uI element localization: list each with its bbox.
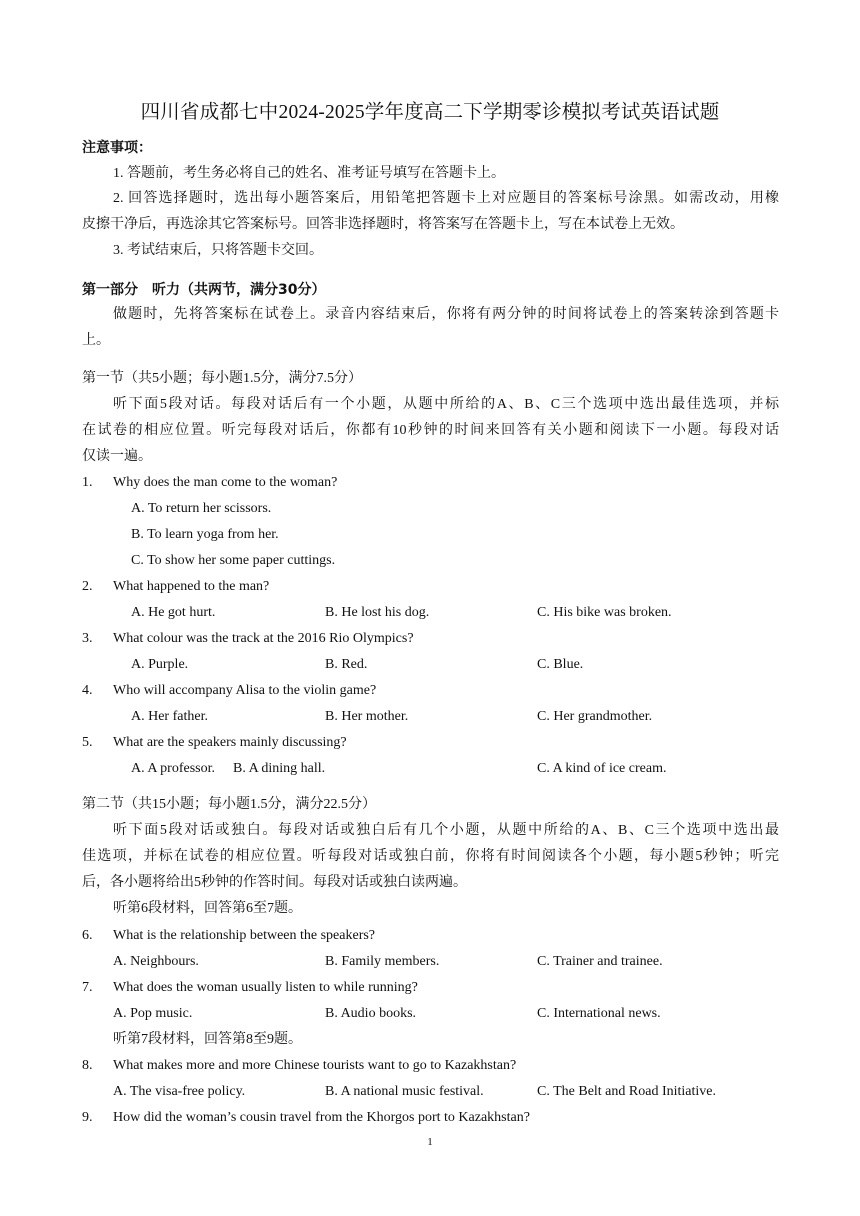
question-number: 1. bbox=[82, 475, 93, 490]
option-a: A. He got hurt. bbox=[131, 605, 216, 620]
part1-intro-2: 上。 bbox=[82, 333, 110, 348]
question-text: Why does the man come to the woman? bbox=[113, 475, 338, 490]
option-a: A. A professor. bbox=[131, 761, 215, 776]
question-number: 5. bbox=[82, 735, 93, 750]
option-a: A. To return her scissors. bbox=[131, 501, 272, 516]
question-number: 4. bbox=[82, 683, 93, 698]
notice-item-1: 1. 答题前，考生务必将自己的姓名、准考证号填写在答题卡上。 bbox=[113, 166, 505, 181]
option-a: A. The visa-free policy. bbox=[113, 1084, 246, 1099]
part1-heading: 第一部分 听力（共两节，满分30分） bbox=[82, 282, 326, 298]
section1-heading: 第一节（共5小题；每小题1.5分，满分7.5分） bbox=[82, 371, 362, 386]
question-text: What does the woman usually listen to while running? bbox=[113, 980, 418, 995]
question-text: What colour was the track at the 2016 Rio Olympics? bbox=[113, 631, 414, 646]
option-c: C. To show her some paper cuttings. bbox=[131, 553, 336, 568]
option-b: B. Family members. bbox=[325, 954, 440, 969]
question-number: 8. bbox=[82, 1058, 93, 1073]
option-a: A. Neighbours. bbox=[113, 954, 199, 969]
page-number: 1 bbox=[427, 1136, 433, 1148]
option-c: C. His bike was broken. bbox=[537, 605, 672, 620]
question-number: 3. bbox=[82, 631, 93, 646]
section1-intro-2: 在试卷的相应位置。听完每段对话后，你都有10秒钟的时间来回答有关小题和阅读下一小题。每段对话 bbox=[82, 423, 779, 438]
option-c: C. A kind of ice cream. bbox=[537, 761, 667, 776]
section1-intro-1: 听下面5段对话。每段对话后有一个小题，从题中所给的A、B、C三个选项中选出最佳选项，并标 bbox=[113, 397, 779, 412]
option-c: C. International news. bbox=[537, 1006, 661, 1021]
option-b: B. Audio books. bbox=[325, 1006, 417, 1021]
question-text: How did the woman’s cousin travel from the Khorgos port to Kazakhstan? bbox=[113, 1110, 530, 1125]
question-text: What makes more and more Chinese tourists want to go to Kazakhstan? bbox=[113, 1058, 517, 1073]
section2-intro-2: 佳选项，并标在试卷的相应位置。听每段对话或独白前，你将有时间阅读各个小题，每小题5秒钟；听完 bbox=[82, 849, 779, 864]
option-a: A. Her father. bbox=[131, 709, 208, 724]
section2-heading: 第二节（共15小题；每小题1.5分，满分22.5分） bbox=[82, 797, 376, 812]
question-text: Who will accompany Alisa to the violin game? bbox=[113, 683, 377, 698]
option-c: C. The Belt and Road Initiative. bbox=[537, 1084, 716, 1099]
option-b: B. Her mother. bbox=[325, 709, 409, 724]
notice-heading: 注意事项： bbox=[82, 140, 152, 156]
option-b: B. To learn yoga from her. bbox=[131, 527, 279, 542]
page-title: 四川省成都七中2024-2025学年度高二下学期零诊模拟考试英语试题 bbox=[140, 102, 720, 123]
option-b: B. A national music festival. bbox=[325, 1084, 484, 1099]
question-number: 7. bbox=[82, 980, 93, 995]
part1-intro-1: 做题时，先将答案标在试卷上。录音内容结束后，你将有两分钟的时间将试卷上的答案转涂到答题卡 bbox=[113, 307, 779, 322]
option-b: B. He lost his dog. bbox=[325, 605, 430, 620]
notice-item-2: 2. 回答选择题时，选出每小题答案后，用铅笔把答题卡上对应题目的答案标号涂黑。如需改动，用橡 bbox=[113, 191, 779, 206]
question-number: 9. bbox=[82, 1110, 93, 1125]
question-text: What happened to the man? bbox=[113, 579, 270, 594]
question-text: What are the speakers mainly discussing? bbox=[113, 735, 347, 750]
option-b: B. Red. bbox=[325, 657, 368, 672]
option-c: C. Her grandmother. bbox=[537, 709, 653, 724]
section1-intro-3: 仅读一遍。 bbox=[82, 449, 152, 464]
question-number: 2. bbox=[82, 579, 93, 594]
section2-intro-3: 后，各小题将给出5秒钟的作答时间。每段对话或独白读两遍。 bbox=[82, 875, 467, 890]
option-c: C. Trainer and trainee. bbox=[537, 954, 663, 969]
option-a: A. Purple. bbox=[131, 657, 189, 672]
option-c: C. Blue. bbox=[537, 657, 584, 672]
material-6-instruction: 听第6段材料，回答第6至7题。 bbox=[113, 901, 302, 916]
section2-intro-1: 听下面5段对话或独白。每段对话或独白后有几个小题，从题中所给的A、B、C三个选项中选出最 bbox=[113, 823, 779, 838]
option-b: B. A dining hall. bbox=[233, 761, 326, 776]
option-a: A. Pop music. bbox=[113, 1006, 193, 1021]
question-number: 6. bbox=[82, 928, 93, 943]
material-7-instruction: 听第7段材料，回答第8至9题。 bbox=[113, 1032, 302, 1047]
notice-item-2-cont: 皮擦干净后，再选涂其它答案标号。回答非选择题时，将答案写在答题卡上，写在本试卷上无效。 bbox=[82, 217, 684, 232]
question-text: What is the relationship between the speakers? bbox=[113, 928, 376, 943]
notice-item-3: 3. 考试结束后，只将答题卡交回。 bbox=[113, 243, 323, 258]
